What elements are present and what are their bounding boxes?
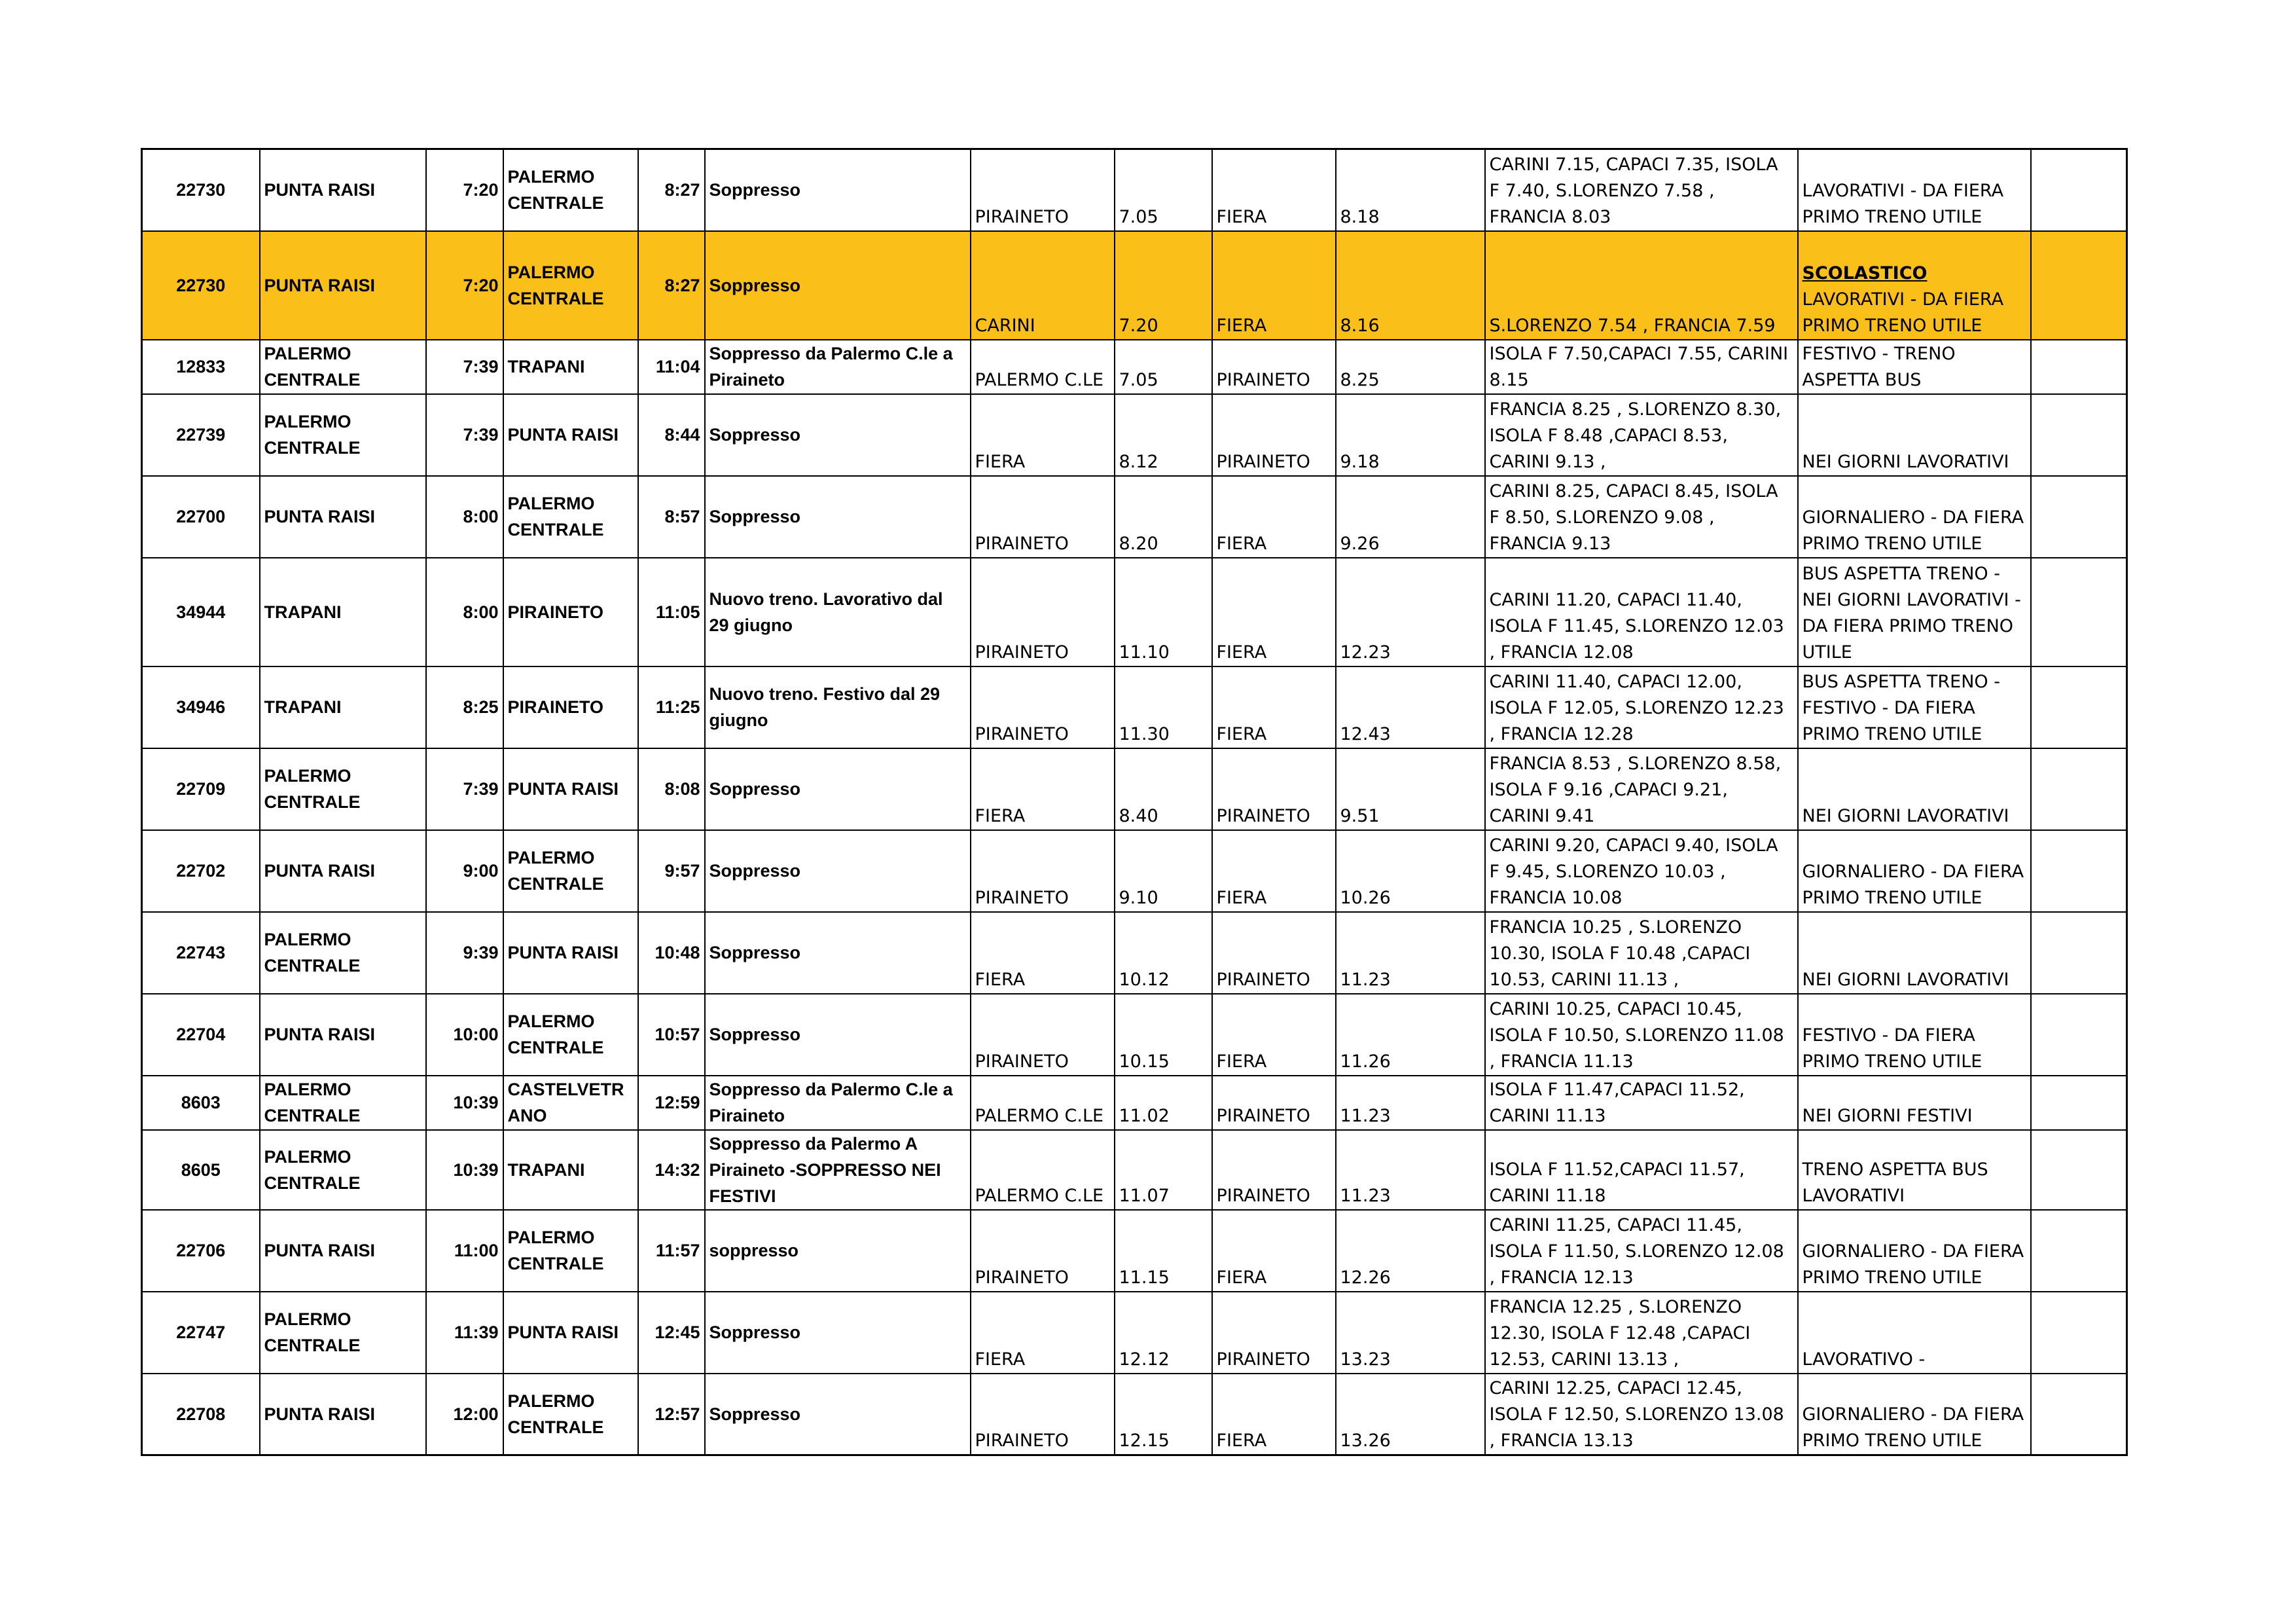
train-number-cell: 22730 [142, 149, 260, 231]
service-days-cell: BUS ASPETTA TRENO - NEI GIORNI LAVORATIVI - DA FIERA PRIMO TRENO UTILE [1798, 558, 2031, 666]
destination-station-cell: PALERMO CENTRALE [503, 1210, 638, 1292]
train-number-cell: 8605 [142, 1130, 260, 1210]
bus-arrival-cell: 12.23 [1336, 558, 1485, 666]
table-row [142, 394, 2127, 476]
bus-origin-cell: PIRAINETO [971, 1374, 1115, 1455]
bus-origin-cell: PIRAINETO [971, 1210, 1115, 1292]
bus-destination-cell: FIERA [1212, 476, 1336, 558]
departure-time-cell: 11:00 [426, 1210, 503, 1292]
bus-origin-cell: PIRAINETO [971, 666, 1115, 748]
bus-arrival-cell: 9.51 [1336, 748, 1485, 830]
bus-destination-cell: FIERA [1212, 558, 1336, 666]
arrival-time-cell: 10:48 [638, 912, 705, 994]
bus-destination-cell: FIERA [1212, 1374, 1336, 1455]
bus-stops-cell: ISOLA F 11.52,CAPACI 11.57, CARINI 11.18 [1485, 1130, 1798, 1210]
table-row [142, 748, 2127, 830]
destination-station-cell: PIRAINETO [503, 666, 638, 748]
train-number-cell: 22700 [142, 476, 260, 558]
bus-arrival-cell: 8.25 [1336, 340, 1485, 394]
table-row [142, 994, 2127, 1076]
service-title: SCOLASTICO [1802, 263, 1928, 283]
arrival-time-cell: 12:57 [638, 1374, 705, 1455]
bus-destination-cell: FIERA [1212, 666, 1336, 748]
bus-departure-cell: 12.15 [1115, 1374, 1212, 1455]
bus-departure-cell: 11.07 [1115, 1130, 1212, 1210]
table-row [142, 1210, 2127, 1292]
origin-station-cell: PUNTA RAISI [260, 231, 426, 340]
bus-destination-cell: PIRAINETO [1212, 394, 1336, 476]
bus-stops-cell: CARINI 7.15, CAPACI 7.35, ISOLA F 7.40, S.LORENZO 7.58 , FRANCIA 8.03 [1485, 149, 1798, 231]
bus-stops-cell: FRANCIA 8.53 , S.LORENZO 8.58, ISOLA F 9.16 ,CAPACI 9.21, CARINI 9.41 [1485, 748, 1798, 830]
bus-stops-cell: CARINI 8.25, CAPACI 8.45, ISOLA F 8.50, S.LORENZO 9.08 , FRANCIA 9.13 [1485, 476, 1798, 558]
timetable [141, 148, 2128, 1456]
train-number-cell: 22708 [142, 1374, 260, 1455]
bus-stops-cell: CARINI 9.20, CAPACI 9.40, ISOLA F 9.45, S.LORENZO 10.03 , FRANCIA 10.08 [1485, 830, 1798, 912]
service-days-cell: NEI GIORNI LAVORATIVI [1798, 394, 2031, 476]
arrival-time-cell: 12:45 [638, 1292, 705, 1374]
departure-time-cell: 7:20 [426, 149, 503, 231]
status-note-cell: Soppresso [705, 394, 971, 476]
departure-time-cell: 10:39 [426, 1076, 503, 1130]
departure-time-cell: 10:00 [426, 994, 503, 1076]
bus-origin-cell: FIERA [971, 912, 1115, 994]
bus-arrival-cell: 13.23 [1336, 1292, 1485, 1374]
bus-origin-cell: FIERA [971, 394, 1115, 476]
destination-station-cell: PALERMO CENTRALE [503, 1374, 638, 1455]
departure-time-cell: 8:25 [426, 666, 503, 748]
arrival-time-cell: 11:57 [638, 1210, 705, 1292]
service-days-cell: TRENO ASPETTA BUS LAVORATIVI [1798, 1130, 2031, 1210]
bus-stops-cell: CARINI 11.20, CAPACI 11.40, ISOLA F 11.45, S.LORENZO 12.03 , FRANCIA 12.08 [1485, 558, 1798, 666]
bus-departure-cell: 9.10 [1115, 830, 1212, 912]
table-row [142, 476, 2127, 558]
bus-departure-cell: 8.12 [1115, 394, 1212, 476]
table-row [142, 1374, 2127, 1455]
departure-time-cell: 10:39 [426, 1130, 503, 1210]
service-days-cell: LAVORATIVO - [1798, 1292, 2031, 1374]
bus-departure-cell: 8.20 [1115, 476, 1212, 558]
arrival-time-cell: 11:04 [638, 340, 705, 394]
bus-origin-cell: PALERMO C.LE [971, 1130, 1115, 1210]
departure-time-cell: 9:00 [426, 830, 503, 912]
destination-station-cell: PUNTA RAISI [503, 912, 638, 994]
origin-station-cell: TRAPANI [260, 666, 426, 748]
destination-station-cell: PIRAINETO [503, 558, 638, 666]
arrival-time-cell: 12:59 [638, 1076, 705, 1130]
bus-destination-cell: FIERA [1212, 231, 1336, 340]
departure-time-cell: 9:39 [426, 912, 503, 994]
bus-stops-cell: CARINI 11.40, CAPACI 12.00, ISOLA F 12.05, S.LORENZO 12.23 , FRANCIA 12.28 [1485, 666, 1798, 748]
service-text: LAVORATIVI - DA FIERA PRIMO TRENO UTILE [1802, 289, 2004, 336]
service-days-cell: NEI GIORNI LAVORATIVI [1798, 748, 2031, 830]
service-days-cell: NEI GIORNI LAVORATIVI [1798, 912, 2031, 994]
bus-destination-cell: PIRAINETO [1212, 912, 1336, 994]
bus-destination-cell: FIERA [1212, 149, 1336, 231]
arrival-time-cell: 8:44 [638, 394, 705, 476]
bus-origin-cell: PIRAINETO [971, 994, 1115, 1076]
origin-station-cell: PALERMO CENTRALE [260, 340, 426, 394]
destination-station-cell: PALERMO CENTRALE [503, 476, 638, 558]
bus-origin-cell: CARINI [971, 231, 1115, 340]
bus-destination-cell: PIRAINETO [1212, 1130, 1336, 1210]
origin-station-cell: PALERMO CENTRALE [260, 394, 426, 476]
destination-station-cell: PUNTA RAISI [503, 748, 638, 830]
train-number-cell: 12833 [142, 340, 260, 394]
service-days-cell: LAVORATIVI - DA FIERA PRIMO TRENO UTILE [1798, 149, 2031, 231]
service-days-cell: GIORNALIERO - DA FIERA PRIMO TRENO UTILE [1798, 1374, 2031, 1455]
empty-cell [2031, 1130, 2127, 1210]
bus-departure-cell: 7.05 [1115, 340, 1212, 394]
bus-departure-cell: 7.20 [1115, 231, 1212, 340]
service-days-cell: GIORNALIERO - DA FIERA PRIMO TRENO UTILE [1798, 476, 2031, 558]
service-days-cell: FESTIVO - DA FIERA PRIMO TRENO UTILE [1798, 994, 2031, 1076]
bus-departure-cell: 11.10 [1115, 558, 1212, 666]
destination-station-cell: TRAPANI [503, 340, 638, 394]
table-row [142, 149, 2127, 231]
bus-origin-cell: PALERMO C.LE [971, 340, 1115, 394]
destination-station-cell: PALERMO CENTRALE [503, 231, 638, 340]
train-number-cell: 22739 [142, 394, 260, 476]
arrival-time-cell: 11:05 [638, 558, 705, 666]
train-number-cell: 22706 [142, 1210, 260, 1292]
bus-stops-cell: ISOLA F 11.47,CAPACI 11.52, CARINI 11.13 [1485, 1076, 1798, 1130]
bus-stops-cell: FRANCIA 10.25 , S.LORENZO 10.30, ISOLA F 10.48 ,CAPACI 10.53, CARINI 11.13 , [1485, 912, 1798, 994]
bus-destination-cell: FIERA [1212, 1210, 1336, 1292]
departure-time-cell: 7:39 [426, 748, 503, 830]
bus-arrival-cell: 8.16 [1336, 231, 1485, 340]
empty-cell [2031, 994, 2127, 1076]
bus-departure-cell: 10.12 [1115, 912, 1212, 994]
arrival-time-cell: 11:25 [638, 666, 705, 748]
departure-time-cell: 12:00 [426, 1374, 503, 1455]
status-note-cell: Soppresso da Palermo C.le a Piraineto [705, 1076, 971, 1130]
status-note-cell: Soppresso da Palermo C.le a Piraineto [705, 340, 971, 394]
empty-cell [2031, 231, 2127, 340]
bus-departure-cell: 11.02 [1115, 1076, 1212, 1130]
bus-departure-cell: 10.15 [1115, 994, 1212, 1076]
arrival-time-cell: 14:32 [638, 1130, 705, 1210]
table-row [142, 231, 2127, 340]
bus-stops-cell: FRANCIA 8.25 , S.LORENZO 8.30, ISOLA F 8.48 ,CAPACI 8.53, CARINI 9.13 , [1485, 394, 1798, 476]
status-note-cell: Soppresso [705, 231, 971, 340]
destination-station-cell: PUNTA RAISI [503, 1292, 638, 1374]
bus-arrival-cell: 11.23 [1336, 1076, 1485, 1130]
bus-departure-cell: 12.12 [1115, 1292, 1212, 1374]
departure-time-cell: 8:00 [426, 476, 503, 558]
origin-station-cell: PALERMO CENTRALE [260, 912, 426, 994]
bus-origin-cell: FIERA [971, 748, 1115, 830]
status-note-cell: Nuovo treno. Festivo dal 29 giugno [705, 666, 971, 748]
bus-arrival-cell: 9.26 [1336, 476, 1485, 558]
origin-station-cell: PUNTA RAISI [260, 1210, 426, 1292]
bus-destination-cell: PIRAINETO [1212, 340, 1336, 394]
timetable-body [142, 149, 2127, 1455]
departure-time-cell: 11:39 [426, 1292, 503, 1374]
table-row [142, 912, 2127, 994]
train-number-cell: 34944 [142, 558, 260, 666]
train-number-cell: 22743 [142, 912, 260, 994]
bus-stops-cell: FRANCIA 12.25 , S.LORENZO 12.30, ISOLA F 12.48 ,CAPACI 12.53, CARINI 13.13 , [1485, 1292, 1798, 1374]
table-row [142, 1076, 2127, 1130]
arrival-time-cell: 8:27 [638, 231, 705, 340]
destination-station-cell: PUNTA RAISI [503, 394, 638, 476]
train-number-cell: 22704 [142, 994, 260, 1076]
table-row [142, 340, 2127, 394]
status-note-cell: Soppresso [705, 912, 971, 994]
destination-station-cell: PALERMO CENTRALE [503, 994, 638, 1076]
train-number-cell: 8603 [142, 1076, 260, 1130]
origin-station-cell: PUNTA RAISI [260, 994, 426, 1076]
origin-station-cell: PUNTA RAISI [260, 149, 426, 231]
bus-destination-cell: PIRAINETO [1212, 1076, 1336, 1130]
service-days-cell: FESTIVO - TRENO ASPETTA BUS [1798, 340, 2031, 394]
arrival-time-cell: 8:57 [638, 476, 705, 558]
train-number-cell: 34946 [142, 666, 260, 748]
departure-time-cell: 8:00 [426, 558, 503, 666]
bus-departure-cell: 11.30 [1115, 666, 1212, 748]
service-days-cell: BUS ASPETTA TRENO - FESTIVO - DA FIERA PRIMO TRENO UTILE [1798, 666, 2031, 748]
table-row [142, 558, 2127, 666]
bus-stops-cell: S.LORENZO 7.54 , FRANCIA 7.59 [1485, 231, 1798, 340]
table-row [142, 666, 2127, 748]
status-note-cell: Soppresso [705, 748, 971, 830]
train-number-cell: 22747 [142, 1292, 260, 1374]
bus-origin-cell: PIRAINETO [971, 830, 1115, 912]
bus-departure-cell: 11.15 [1115, 1210, 1212, 1292]
bus-stops-cell: CARINI 10.25, CAPACI 10.45, ISOLA F 10.50, S.LORENZO 11.08 , FRANCIA 11.13 [1485, 994, 1798, 1076]
bus-arrival-cell: 12.43 [1336, 666, 1485, 748]
origin-station-cell: PALERMO CENTRALE [260, 1076, 426, 1130]
destination-station-cell: PALERMO CENTRALE [503, 149, 638, 231]
bus-arrival-cell: 8.18 [1336, 149, 1485, 231]
train-number-cell: 22709 [142, 748, 260, 830]
origin-station-cell: PALERMO CENTRALE [260, 1130, 426, 1210]
arrival-time-cell: 9:57 [638, 830, 705, 912]
arrival-time-cell: 10:57 [638, 994, 705, 1076]
table-row [142, 1292, 2127, 1374]
empty-cell [2031, 830, 2127, 912]
bus-arrival-cell: 13.26 [1336, 1374, 1485, 1455]
bus-arrival-cell: 11.23 [1336, 912, 1485, 994]
origin-station-cell: PUNTA RAISI [260, 1374, 426, 1455]
empty-cell [2031, 1076, 2127, 1130]
service-days-cell: GIORNALIERO - DA FIERA PRIMO TRENO UTILE [1798, 830, 2031, 912]
bus-destination-cell: PIRAINETO [1212, 748, 1336, 830]
empty-cell [2031, 1292, 2127, 1374]
origin-station-cell: TRAPANI [260, 558, 426, 666]
origin-station-cell: PALERMO CENTRALE [260, 1292, 426, 1374]
service-days-cell: NEI GIORNI FESTIVI [1798, 1076, 2031, 1130]
empty-cell [2031, 912, 2127, 994]
arrival-time-cell: 8:27 [638, 149, 705, 231]
bus-arrival-cell: 11.26 [1336, 994, 1485, 1076]
bus-destination-cell: FIERA [1212, 994, 1336, 1076]
bus-arrival-cell: 9.18 [1336, 394, 1485, 476]
empty-cell [2031, 1374, 2127, 1455]
status-note-cell: Nuovo treno. Lavorativo dal 29 giugno [705, 558, 971, 666]
bus-departure-cell: 8.40 [1115, 748, 1212, 830]
train-number-cell: 22730 [142, 231, 260, 340]
status-note-cell: Soppresso [705, 476, 971, 558]
bus-origin-cell: PIRAINETO [971, 558, 1115, 666]
origin-station-cell: PUNTA RAISI [260, 830, 426, 912]
empty-cell [2031, 1210, 2127, 1292]
bus-origin-cell: PALERMO C.LE [971, 1076, 1115, 1130]
bus-stops-cell: ISOLA F 7.50,CAPACI 7.55, CARINI 8.15 [1485, 340, 1798, 394]
departure-time-cell: 7:20 [426, 231, 503, 340]
bus-stops-cell: CARINI 12.25, CAPACI 12.45, ISOLA F 12.50, S.LORENZO 13.08 , FRANCIA 13.13 [1485, 1374, 1798, 1455]
bus-arrival-cell: 10.26 [1336, 830, 1485, 912]
empty-cell [2031, 476, 2127, 558]
service-days-cell [1798, 231, 2031, 340]
destination-station-cell: PALERMO CENTRALE [503, 830, 638, 912]
bus-departure-cell: 7.05 [1115, 149, 1212, 231]
status-note-cell: Soppresso da Palermo A Piraineto -SOPPRESSO NEI FESTIVI [705, 1130, 971, 1210]
empty-cell [2031, 394, 2127, 476]
departure-time-cell: 7:39 [426, 394, 503, 476]
empty-cell [2031, 149, 2127, 231]
empty-cell [2031, 340, 2127, 394]
empty-cell [2031, 558, 2127, 666]
bus-arrival-cell: 12.26 [1336, 1210, 1485, 1292]
table-row [142, 830, 2127, 912]
table-row [142, 1130, 2127, 1210]
bus-destination-cell: FIERA [1212, 830, 1336, 912]
status-note-cell: Soppresso [705, 830, 971, 912]
status-note-cell: Soppresso [705, 994, 971, 1076]
bus-destination-cell: PIRAINETO [1212, 1292, 1336, 1374]
status-note-cell: Soppresso [705, 1374, 971, 1455]
bus-origin-cell: PIRAINETO [971, 476, 1115, 558]
status-note-cell: Soppresso [705, 1292, 971, 1374]
origin-station-cell: PALERMO CENTRALE [260, 748, 426, 830]
train-number-cell: 22702 [142, 830, 260, 912]
status-note-cell: soppresso [705, 1210, 971, 1292]
bus-arrival-cell: 11.23 [1336, 1130, 1485, 1210]
empty-cell [2031, 748, 2127, 830]
service-days-cell: GIORNALIERO - DA FIERA PRIMO TRENO UTILE [1798, 1210, 2031, 1292]
status-note-cell: Soppresso [705, 149, 971, 231]
empty-cell [2031, 666, 2127, 748]
bus-stops-cell: CARINI 11.25, CAPACI 11.45, ISOLA F 11.50, S.LORENZO 12.08 , FRANCIA 12.13 [1485, 1210, 1798, 1292]
arrival-time-cell: 8:08 [638, 748, 705, 830]
origin-station-cell: PUNTA RAISI [260, 476, 426, 558]
departure-time-cell: 7:39 [426, 340, 503, 394]
bus-origin-cell: PIRAINETO [971, 149, 1115, 231]
destination-station-cell: TRAPANI [503, 1130, 638, 1210]
bus-origin-cell: FIERA [971, 1292, 1115, 1374]
destination-station-cell: CASTELVETRANO [503, 1076, 638, 1130]
